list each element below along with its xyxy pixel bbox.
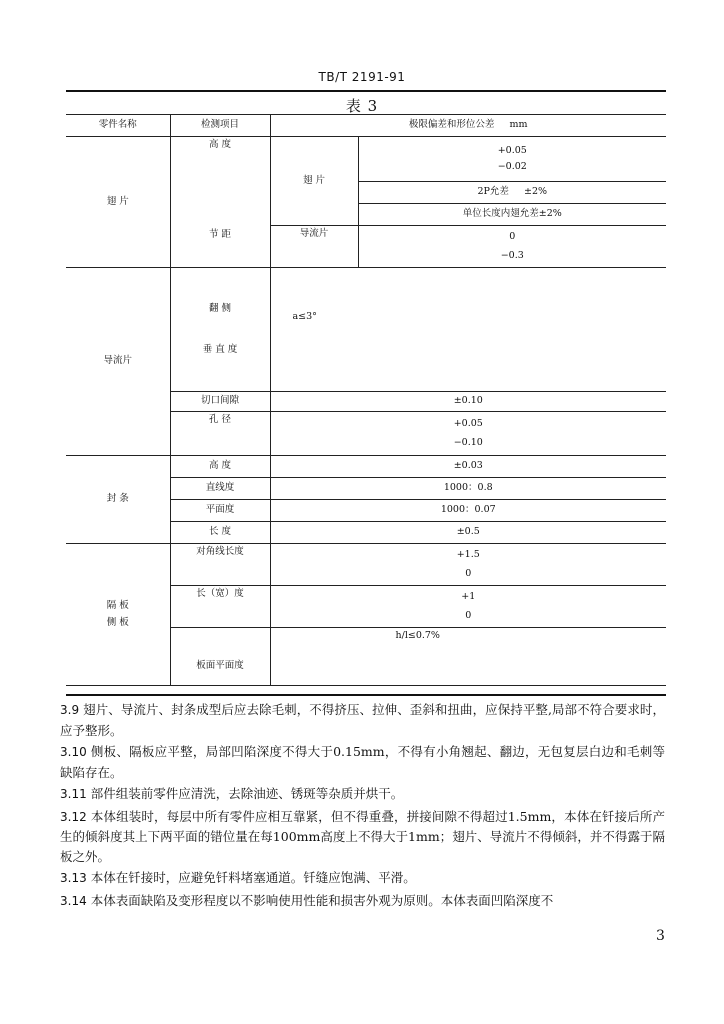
fin-height-value: +0.05 −0.02: [358, 137, 666, 182]
header-item: 检测项目: [170, 115, 270, 137]
guide-hole-value: +0.05 −0.10: [270, 412, 666, 456]
part-guide: 导流片: [66, 268, 170, 456]
guide-cut-gap-label: 切口间隙: [170, 392, 270, 412]
seal-straight-label: 直线度: [170, 478, 270, 500]
top-rule: [66, 90, 666, 92]
tolerance-table: [66, 114, 666, 686]
seal-height-label: 高 度: [170, 456, 270, 478]
paragraph: 3.12 本体组装时，每层中所有零件应相互靠紧，但不得重叠，拼接间隙不得超过1.5mm，本体在钎接后所产生的倾斜度其上下两平面的错位量在每100mm高度上不得大于1mm；翅片、导流片不得倾斜，并不得露于隔板之外。: [60, 808, 665, 864]
plate-lw-value: +1 0: [270, 586, 666, 628]
paragraph: 3.13 本体在钎接时，应避免钎料堵塞通道。钎缝应饱满、平滑。: [60, 870, 416, 885]
standard-code: TB/T 2191-91: [318, 70, 406, 84]
paragraph: 3.14 本体表面缺陷及变形程度以不影响使用性能和损害外观为原则。本体表面凹陷深度不: [60, 892, 554, 908]
plate-flat-label: 板面平面度: [170, 628, 270, 686]
fin-pitch-unit-length: 单位长度内翅允差±2%: [358, 204, 666, 226]
seal-flat-label: 平面度: [170, 500, 270, 522]
fin-pitch-label: 节 距: [170, 204, 270, 268]
paragraph: 3.10 侧板、隔板应平整，局部凹陷深度不得大于0.15mm，不得有小角翘起、翻边，无包复层白边和毛刺等缺陷存在。: [60, 744, 665, 780]
fin-sub-guide: 导流片: [270, 226, 358, 268]
seal-straight-value: 1000：0.8: [270, 478, 666, 500]
guide-flip-label: 翻 侧 垂 直 度: [170, 268, 270, 392]
table-caption: 表 3: [345, 97, 379, 115]
header-part: 零件名称: [66, 115, 170, 137]
fin-height-label: 高 度: [170, 137, 270, 204]
seal-height-value: ±0.03: [270, 456, 666, 478]
fin-pitch-2p: 2P允差 ±2%: [358, 182, 666, 204]
guide-cut-gap-value: ±0.10: [270, 392, 666, 412]
paragraph: 3.9 翅片、导流片、封条成型后应去除毛刺，不得挤压、拉伸、歪斜和扭曲，应保持平整,局部不符合要求时，应予整形。: [60, 702, 665, 738]
part-seal: 封 条: [66, 456, 170, 544]
paragraph: 3.11 部件组装前零件应清洗，去除油迹、锈斑等杂质并烘干。: [60, 786, 404, 801]
guide-flip-value: a≤3°: [270, 268, 666, 392]
table-header-row: [66, 115, 666, 137]
fin-guide-value: 0 −0.3: [358, 226, 666, 268]
plate-flat-value: h/l≤0.7%: [270, 628, 666, 686]
bottom-rule: [66, 694, 666, 696]
part-fin: 翅 片: [66, 137, 170, 268]
fin-sub-fin: 翅 片: [270, 137, 358, 226]
guide-hole-label: 孔 径: [170, 412, 270, 456]
plate-diag-value: +1.5 0: [270, 544, 666, 586]
page-number: 3: [656, 928, 665, 944]
plate-diag-label: 对角线长度: [170, 544, 270, 586]
seal-length-value: ±0.5: [270, 522, 666, 544]
plate-lw-label: 长（宽）度: [170, 586, 270, 628]
part-plate: 隔 板 侧 板: [66, 544, 170, 686]
seal-length-label: 长 度: [170, 522, 270, 544]
seal-flat-value: 1000：0.07: [270, 500, 666, 522]
header-tolerance: 极限偏差和形位公差 mm: [270, 115, 666, 137]
header-unit: mm: [509, 119, 528, 131]
body-paragraphs: [60, 700, 665, 913]
